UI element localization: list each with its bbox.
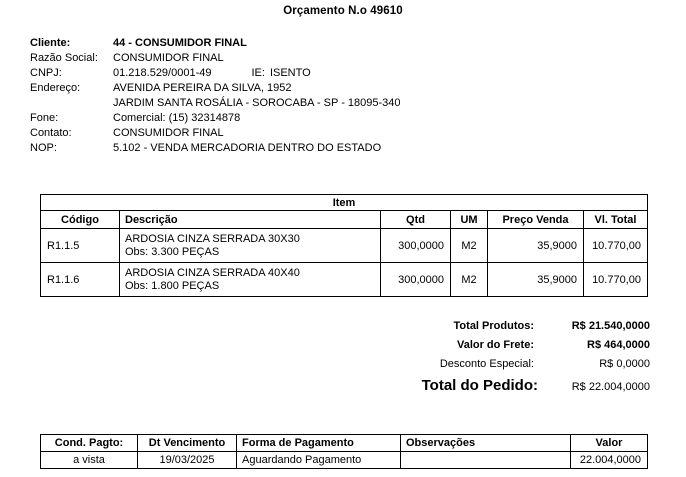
table-row xyxy=(41,263,648,297)
items-table-header-row xyxy=(41,211,648,229)
customer-row-endereco-cont xyxy=(30,96,590,111)
customer-row-razao-social xyxy=(30,51,590,66)
item-qtd: 300,0000 xyxy=(381,229,451,263)
value-nop: 5.102 - VENDA MERCADORIA DENTRO DO ESTADO xyxy=(113,142,382,154)
value-contato: CONSUMIDOR FINAL xyxy=(113,127,224,139)
table-row xyxy=(41,229,648,263)
payment-dt-vencimento: 19/03/2025 xyxy=(138,452,237,469)
value-ie: ISENTO xyxy=(269,67,311,79)
value-cnpj: 01.218.529/0001-49 xyxy=(113,67,212,79)
item-preco-venda: 35,9000 xyxy=(488,263,584,297)
payment-observacoes xyxy=(401,452,571,469)
items-header-um: UM xyxy=(451,211,488,229)
total-pedido-value: R$ 22.004,0000 xyxy=(571,381,650,393)
customer-row-endereco xyxy=(30,81,590,96)
total-produtos-row xyxy=(330,320,650,339)
valor-frete-value: R$ 464,0000 xyxy=(587,339,650,351)
items-table-caption-row xyxy=(41,195,648,211)
payment-conditions-table xyxy=(40,434,648,469)
items-header-preco-venda: Preço Venda xyxy=(488,211,584,229)
total-pedido-label: Total do Pedido: xyxy=(421,377,538,394)
items-header-vl-total: Vl. Total xyxy=(584,211,648,229)
item-descricao: ARDOSIA CINZA SERRADA 40X40 xyxy=(125,266,300,279)
customer-row-cnpj xyxy=(30,66,590,81)
items-header-codigo: Código xyxy=(41,211,120,229)
items-table-caption: Item xyxy=(41,195,648,211)
items-table xyxy=(40,194,648,297)
desconto-especial-value: R$ 0,0000 xyxy=(599,358,650,370)
item-um: M2 xyxy=(451,229,488,263)
item-obs: Obs: 1.800 PEÇAS xyxy=(125,279,220,292)
valor-frete-label: Valor do Frete: xyxy=(456,339,534,351)
item-descricao-cell xyxy=(120,263,381,297)
totals-block xyxy=(330,320,650,401)
item-codigo: R1.1.5 xyxy=(41,229,120,263)
payment-header-observacoes: Observações xyxy=(401,435,571,452)
payment-header-forma-pagamento: Forma de Pagamento xyxy=(237,435,401,452)
total-produtos-value: R$ 21.540,0000 xyxy=(571,320,650,332)
item-vl-total: 10.770,00 xyxy=(584,263,648,297)
label-cliente: Cliente: xyxy=(30,37,71,49)
document-title: Orçamento N.o 49610 xyxy=(283,5,403,17)
label-contato: Contato: xyxy=(30,127,72,139)
total-produtos-label: Total Produtos: xyxy=(453,320,534,332)
item-vl-total: 10.770,00 xyxy=(584,229,648,263)
item-descricao: ARDOSIA CINZA SERRADA 30X30 xyxy=(125,232,300,245)
label-nop: NOP: xyxy=(30,142,57,154)
label-cnpj: CNPJ: xyxy=(30,67,62,79)
items-header-qtd: Qtd xyxy=(381,211,451,229)
valor-frete-row xyxy=(330,339,650,358)
payment-header-valor: Valor xyxy=(571,435,648,452)
customer-details-block xyxy=(30,36,590,156)
value-cnpj-ie xyxy=(113,66,590,81)
payment-cond-pagto: a vista xyxy=(41,452,138,469)
value-cliente: 44 - CONSUMIDOR FINAL xyxy=(113,37,247,49)
label-endereco: Endereço: xyxy=(30,82,81,94)
value-razao-social: CONSUMIDOR FINAL xyxy=(113,52,224,64)
payment-valor: 22.004,0000 xyxy=(571,452,648,469)
label-ie: IE: xyxy=(251,67,265,79)
value-fone: Comercial: (15) 32314878 xyxy=(113,112,241,124)
payment-header-dt-vencimento: Dt Vencimento xyxy=(138,435,237,452)
value-endereco: AVENIDA PEREIRA DA SILVA, 1952 xyxy=(113,82,292,94)
items-header-descricao: Descrição xyxy=(120,211,381,229)
customer-row-contato xyxy=(30,126,590,141)
payment-header-cond-pagto: Cond. Pagto: xyxy=(41,435,138,452)
total-pedido-row xyxy=(330,377,650,401)
payment-table-header-row xyxy=(41,435,648,452)
label-fone: Fone: xyxy=(30,112,59,124)
item-um: M2 xyxy=(451,263,488,297)
item-preco-venda: 35,9000 xyxy=(488,229,584,263)
customer-row-fone xyxy=(30,111,590,126)
customer-row-cliente xyxy=(30,36,590,51)
payment-forma-pagamento: Aguardando Pagamento xyxy=(237,452,401,469)
item-codigo: R1.1.6 xyxy=(41,263,120,297)
item-descricao-cell xyxy=(120,229,381,263)
label-razao-social: Razão Social: xyxy=(30,52,98,64)
value-endereco-cont: JARDIM SANTA ROSÁLIA - SOROCABA - SP - 18095-340 xyxy=(113,97,401,109)
desconto-especial-label: Desconto Especial: xyxy=(439,358,534,370)
table-row xyxy=(41,452,648,469)
customer-row-nop xyxy=(30,141,590,156)
desconto-especial-row xyxy=(330,358,650,377)
item-qtd: 300,0000 xyxy=(381,263,451,297)
item-obs: Obs: 3.300 PEÇAS xyxy=(125,245,220,258)
